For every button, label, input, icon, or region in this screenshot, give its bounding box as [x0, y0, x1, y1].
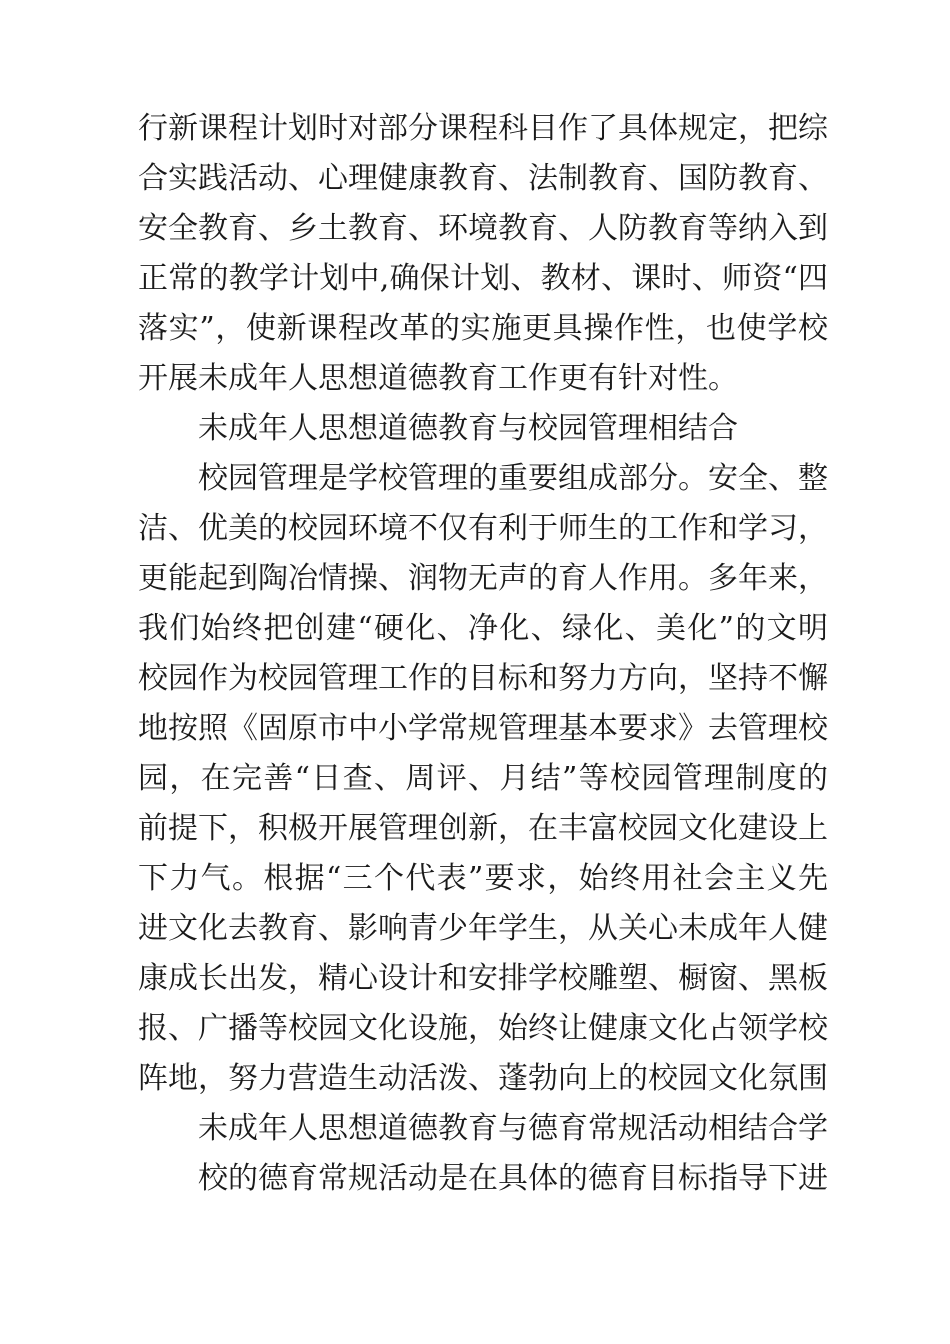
text-line: 洁、优美的校园环境不仅有利于师生的工作和学习， — [138, 511, 828, 546]
text-line: 校园作为校园管理工作的目标和努力方向，坚持不懈 — [138, 661, 828, 696]
text-line: 进文化去教育、影响青少年学生，从关心未成年人健 — [138, 911, 828, 946]
text-line: 地按照《固原市中小学常规管理基本要求》去管理校 — [138, 711, 828, 746]
text-line: 更能起到陶冶情操、润物无声的育人作用。多年来， — [138, 561, 828, 596]
text-line: 我们始终把创建“硬化、净化、绿化、美化”的文明 — [138, 611, 828, 646]
section-heading: 未成年人思想道德教育与校园管理相结合 — [198, 411, 738, 446]
text-line: 园，在完善“日查、周评、月结”等校园管理制度的 — [138, 761, 828, 796]
section-heading: 未成年人思想道德教育与德育常规活动相结合学 — [198, 1111, 828, 1146]
text-line: 安全教育、乡土教育、环境教育、人防教育等纳入到 — [138, 211, 828, 246]
text-line: 校的德育常规活动是在具体的德育目标指导下进 — [198, 1161, 828, 1196]
text-line: 开展未成年人思想道德教育工作更有针对性。 — [138, 361, 738, 396]
text-line: 校园管理是学校管理的重要组成部分。安全、整 — [198, 461, 828, 496]
text-line: 正常的教学计划中,确保计划、教材、课时、师资“四 — [138, 261, 828, 296]
text-line: 阵地，努力营造生动活泼、蓬勃向上的校园文化氛围 — [138, 1061, 828, 1096]
text-line: 合实践活动、心理健康教育、法制教育、国防教育、 — [138, 161, 828, 196]
text-line: 报、广播等校园文化设施，始终让健康文化占领学校 — [138, 1011, 828, 1046]
text-line: 下力气。根据“三个代表”要求，始终用社会主义先 — [138, 861, 828, 896]
text-line: 康成长出发，精心设计和安排学校雕塑、橱窗、黑板 — [138, 961, 828, 996]
text-line: 行新课程计划时对部分课程科目作了具体规定，把综 — [138, 111, 828, 146]
text-line: 落实”，使新课程改革的实施更具操作性，也使学校 — [138, 311, 828, 346]
body-text — [138, 104, 828, 1204]
text-line: 前提下，积极开展管理创新，在丰富校园文化建设上 — [138, 811, 828, 846]
